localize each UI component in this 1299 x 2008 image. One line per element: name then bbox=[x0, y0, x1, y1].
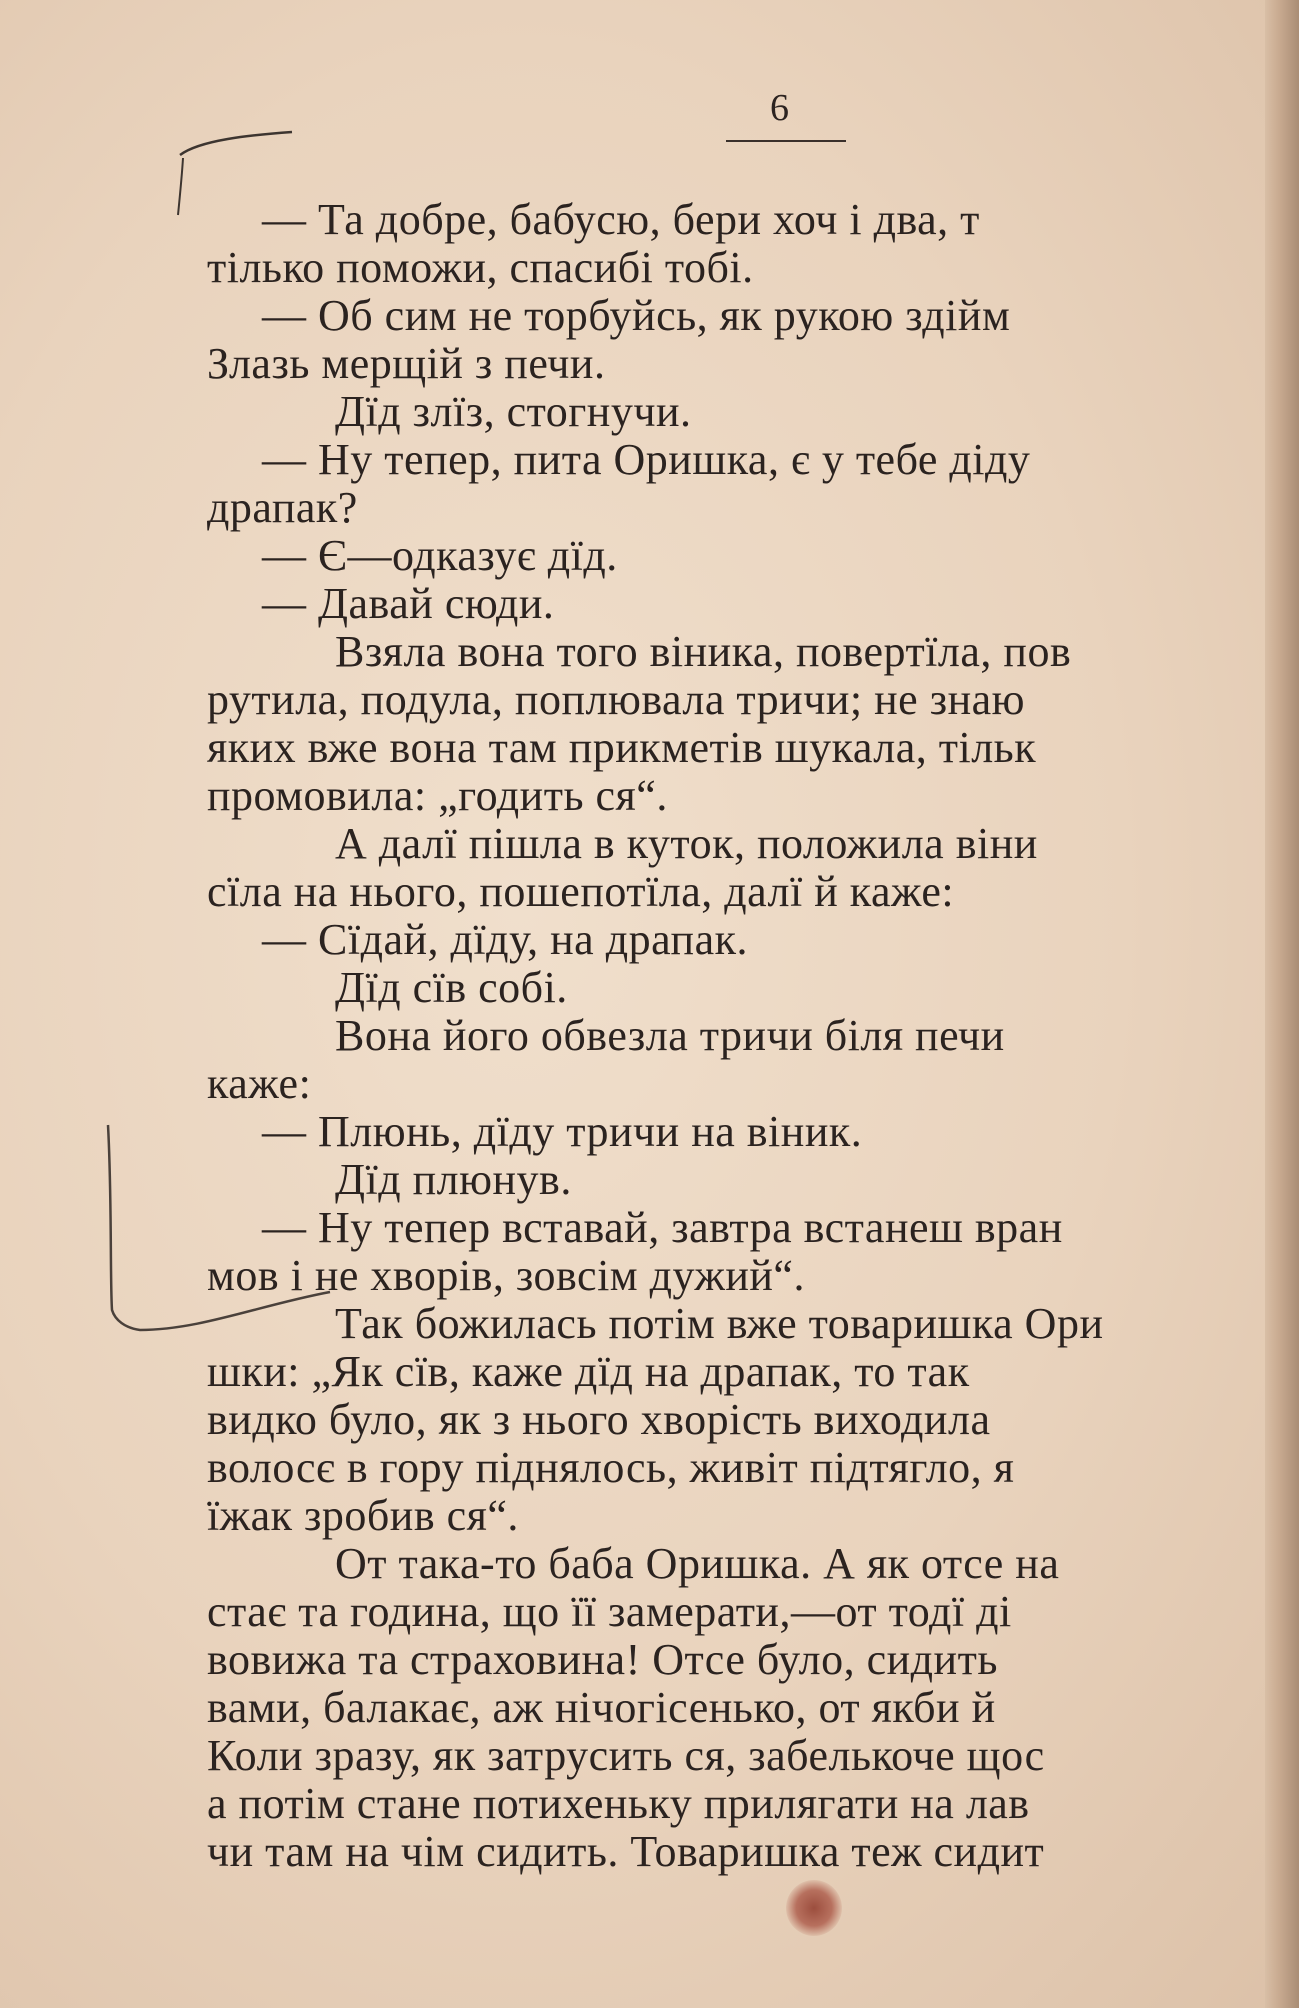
text-line: — Давай сюди. bbox=[262, 579, 555, 628]
text-line: — Сїдай, дїду, на драпак. bbox=[262, 915, 748, 964]
text-line: промовила: „годить ся“. bbox=[207, 771, 668, 820]
text-line: сїла на нього, пошепотїла, далї й каже: bbox=[207, 867, 955, 916]
page-number: 6 bbox=[770, 87, 789, 129]
page-number-rule bbox=[726, 140, 846, 142]
text-line: рутила, подула, поплювала тричи; не знаю bbox=[207, 675, 1026, 724]
text-line: шки: „Як сїв, каже дїд на драпак, то так bbox=[207, 1347, 970, 1396]
text-line: — Об сим не торбуйсь, як рукою здійм bbox=[262, 291, 1011, 340]
text-line: а потім стане потихеньку прилягати на лав bbox=[207, 1779, 1030, 1828]
text-line: їжак зробив ся“. bbox=[207, 1491, 519, 1540]
text-line: Злазь мерщій з печи. bbox=[207, 339, 606, 388]
text-line: Коли зразу, як затрусить ся, забелькоче щос bbox=[207, 1731, 1045, 1780]
text-line: А далї пішла в куток, положила віни bbox=[335, 819, 1038, 868]
body-text bbox=[207, 196, 1299, 1896]
text-line: Дїд злїз, стогнучи. bbox=[335, 387, 692, 436]
text-line: Дїд сїв собі. bbox=[335, 963, 568, 1012]
text-line: каже: bbox=[207, 1059, 312, 1108]
text-line: видко було, як з нього хворість виходила bbox=[207, 1395, 991, 1444]
text-line: Взяла вона того віника, повертїла, пов bbox=[335, 627, 1072, 676]
text-line: мов і не хворів, зовсім дужий“. bbox=[207, 1251, 805, 1300]
text-line: — Плюнь, дїду тричи на віник. bbox=[262, 1107, 863, 1156]
text-line: — Ну тепер вставай, завтра встанеш вран bbox=[262, 1203, 1063, 1252]
text-line: стає та година, що її замерати,—от тодї ді bbox=[207, 1587, 1012, 1636]
text-line: тілько поможи, спасибі тобі. bbox=[207, 243, 754, 292]
text-line: — Є—одказує дїд. bbox=[262, 531, 618, 580]
text-line: От така-то баба Оришка. А як отсе на bbox=[335, 1539, 1060, 1588]
text-line: Вона його обвезла тричи біля печи bbox=[335, 1011, 1005, 1060]
text-line: волосє в гору піднялось, живіт підтягло, я bbox=[207, 1443, 1015, 1492]
text-line: чи там на чім сидить. Товаришка теж сидит bbox=[207, 1827, 1045, 1876]
text-line: яких вже вона там прикметів шукала, тільк bbox=[207, 723, 1037, 772]
text-line: Так божилась потім вже товаришка Ори bbox=[335, 1299, 1104, 1348]
text-line: Дїд плюнув. bbox=[335, 1155, 572, 1204]
text-line: вовижа та страховина! Отсе було, сидить bbox=[207, 1635, 998, 1684]
ink-stain bbox=[786, 1880, 842, 1936]
text-line: — Ну тепер, пита Оришка, є у тебе діду bbox=[262, 435, 1031, 484]
text-line: — Та добре, бабусю, бери хоч і два, т bbox=[262, 196, 980, 244]
text-line: вами, балакає, аж нічогісенько, от якби й bbox=[207, 1683, 996, 1732]
text-line: драпак? bbox=[207, 483, 358, 532]
